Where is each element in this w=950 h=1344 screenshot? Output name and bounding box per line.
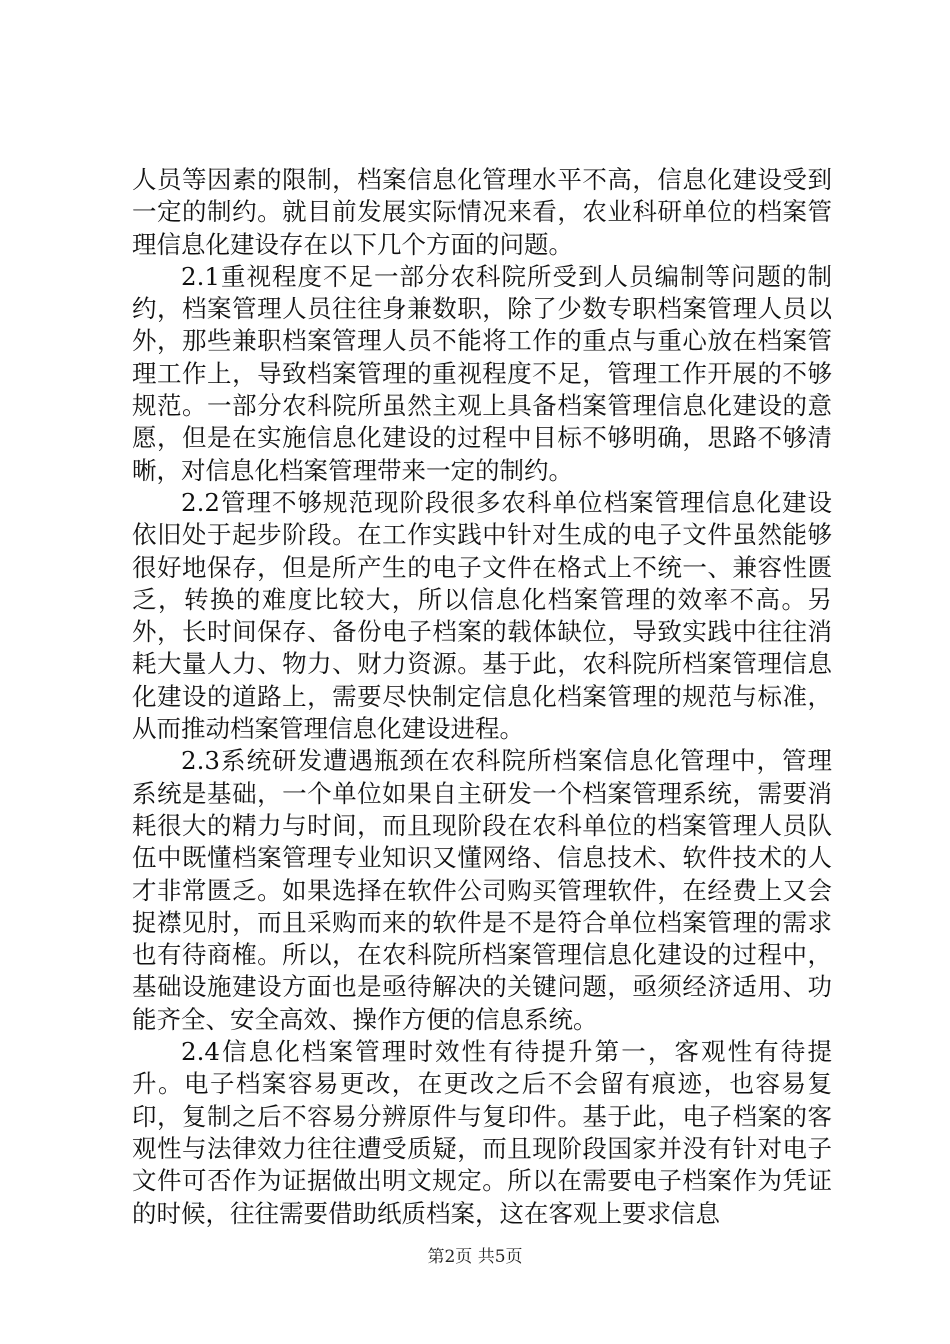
- document-body: [132, 164, 832, 1230]
- paragraph-section-2-4: 2.4信息化档案管理时效性有待提升第一，客观性有待提升。电子档案容易更改，在更改之后不会留有痕迹，也容易复印，复制之后不容易分辨原件与复印件。基于此，电子档案的客观性与法律效力往往遭受质疑，而且现阶段国家并没有针对电子文件可否作为证据做出明文规定。所以在需要电子档案作为凭证的时候，往往需要借助纸质档案，这在客观上要求信息: [132, 1037, 832, 1228]
- paragraph-section-2-3: 2.3系统研发遭遇瓶颈在农科院所档案信息化管理中，管理系统是基础，一个单位如果自主研发一个档案管理系统，需要消耗很大的精力与时间，而且现阶段在农科单位的档案管理人员队伍中既懂档案管理专业知识又懂网络、信息技术、软件技术的人才非常匮乏。如果选择在软件公司购买管理软件，在经费上又会捉襟见肘，而且采购而来的软件是不是符合单位档案管理的需求也有待商榷。所以，在农科院所档案管理信息化建设的过程中，基础设施建设方面也是亟待解决的关键问题，亟须经济适用、功能齐全、安全高效、操作方便的信息系统。: [132, 746, 832, 1034]
- paragraph-section-2-1: 2.1重视程度不足一部分农科院所受到人员编制等问题的制约，档案管理人员往往身兼数职，除了少数专职档案管理人员以外，那些兼职档案管理人员不能将工作的重点与重心放在档案管理工作上，导致档案管理的重视程度不足，管理工作开展的不够规范。一部分农科院所虽然主观上具备档案管理信息化建设的意愿，但是在实施信息化建设的过程中目标不够明确，思路不够清晰，对信息化档案管理带来一定的制约。: [132, 261, 832, 485]
- page-number-footer: 第2页 共5页: [427, 1247, 523, 1267]
- paragraph-section-2-2: 2.2管理不够规范现阶段很多农科单位档案管理信息化建设依旧处于起步阶段。在工作实践中针对生成的电子文件虽然能够很好地保存，但是所产生的电子文件在格式上不统一、兼容性匮乏，转换的难度比较大，所以信息化档案管理的效率不高。另外，长时间保存、备份电子档案的载体缺位，导致实践中往往消耗大量人力、物力、财力资源。基于此，农科院所档案管理信息化建设的道路上，需要尽快制定信息化档案管理的规范与标准，从而推动档案管理信息化建设进程。: [132, 487, 832, 744]
- paragraph-continuation: 人员等因素的限制，档案信息化管理水平不高，信息化建设受到一定的制约。就目前发展实际情况来看，农业科研单位的档案管理信息化建设存在以下几个方面的问题。: [132, 165, 832, 259]
